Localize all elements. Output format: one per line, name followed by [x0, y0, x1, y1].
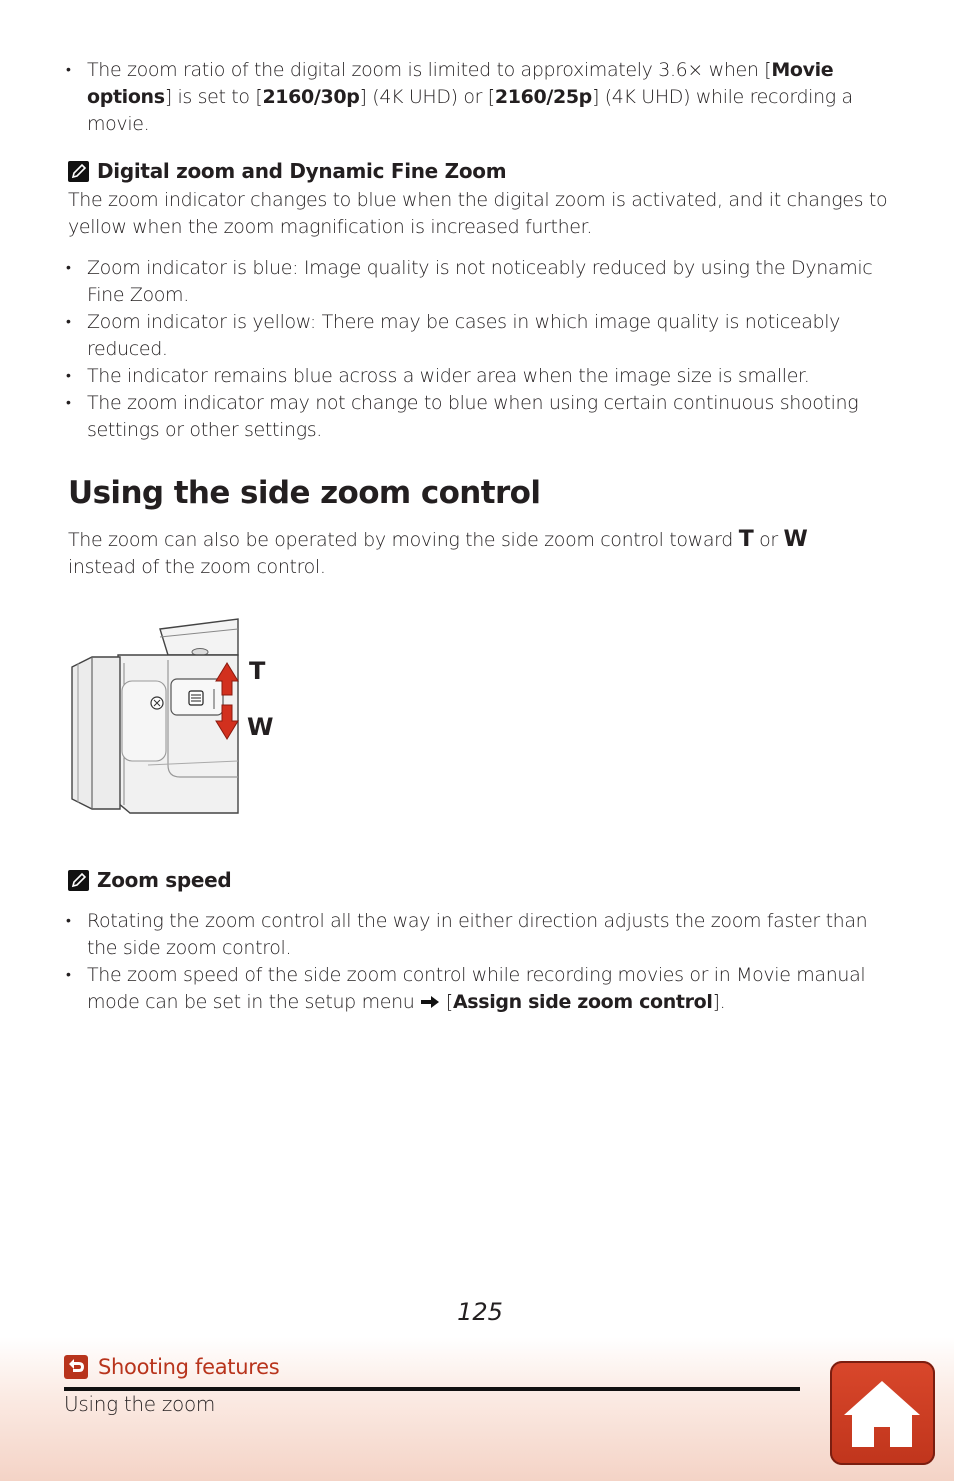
- note-heading-digital-zoom: Digital zoom and Dynamic Fine Zoom: [68, 158, 506, 184]
- side-zoom-control-illustration: [68, 615, 283, 815]
- section-title: Using the side zoom control: [68, 475, 541, 511]
- w-label: W: [247, 713, 274, 741]
- note-heading-zoom-speed: Zoom speed: [68, 867, 231, 893]
- list-item: • The zoom indicator may not change to blue when using certain continuous shooting settings or other settings.: [66, 392, 859, 441]
- t-symbol: T: [738, 527, 754, 552]
- note1-bullet-list: [0, 255, 954, 444]
- list-item: • The zoom ratio of the digital zoom is limited to approximately 3.6× when [Movie options] is set to [2160/30p] (4K UHD) or [2160/25p] (4K UHD) while recording a movie.: [66, 59, 853, 135]
- note-body: The zoom indicator changes to blue when the digital zoom is activated, and it changes to yellow when the zoom magnification is increased further.: [68, 189, 888, 238]
- t-label: T: [249, 657, 266, 685]
- list-item: • The indicator remains blue across a wider area when the image size is smaller.: [66, 365, 810, 387]
- w-symbol: W: [783, 527, 808, 552]
- footer-divider: [64, 1387, 800, 1391]
- list-item: • The zoom speed of the side zoom control while recording movies or in Movie manual mode can be set in the setup menu [Assign side zoom control].: [66, 964, 866, 1013]
- intro-bullet-list: [0, 57, 954, 138]
- list-item: • Zoom indicator is blue: Image quality is not noticeably reduced by using the Dynamic Fine Zoom.: [66, 257, 873, 306]
- page-number: 125: [457, 1298, 503, 1326]
- section-paragraph: The zoom can also be operated by moving the side zoom control toward T or W instead of the zoom control.: [68, 527, 808, 578]
- list-item: • Zoom indicator is yellow: There may be cases in which image quality is noticeably reduced.: [66, 311, 841, 360]
- breadcrumb-section[interactable]: Shooting features: [64, 1355, 279, 1379]
- home-icon: [830, 1361, 935, 1465]
- back-icon: [64, 1355, 88, 1379]
- camera-drawing: [68, 615, 243, 815]
- list-item: • Rotating the zoom control all the way in either direction adjusts the zoom faster than the side zoom control.: [66, 910, 868, 959]
- pencil-icon: [68, 870, 89, 891]
- right-arrow-icon: [420, 991, 440, 1013]
- home-button[interactable]: [830, 1361, 935, 1465]
- pencil-icon: [68, 161, 89, 182]
- note2-bullet-list: [0, 908, 954, 1016]
- breadcrumb-page: Using the zoom: [64, 1392, 216, 1416]
